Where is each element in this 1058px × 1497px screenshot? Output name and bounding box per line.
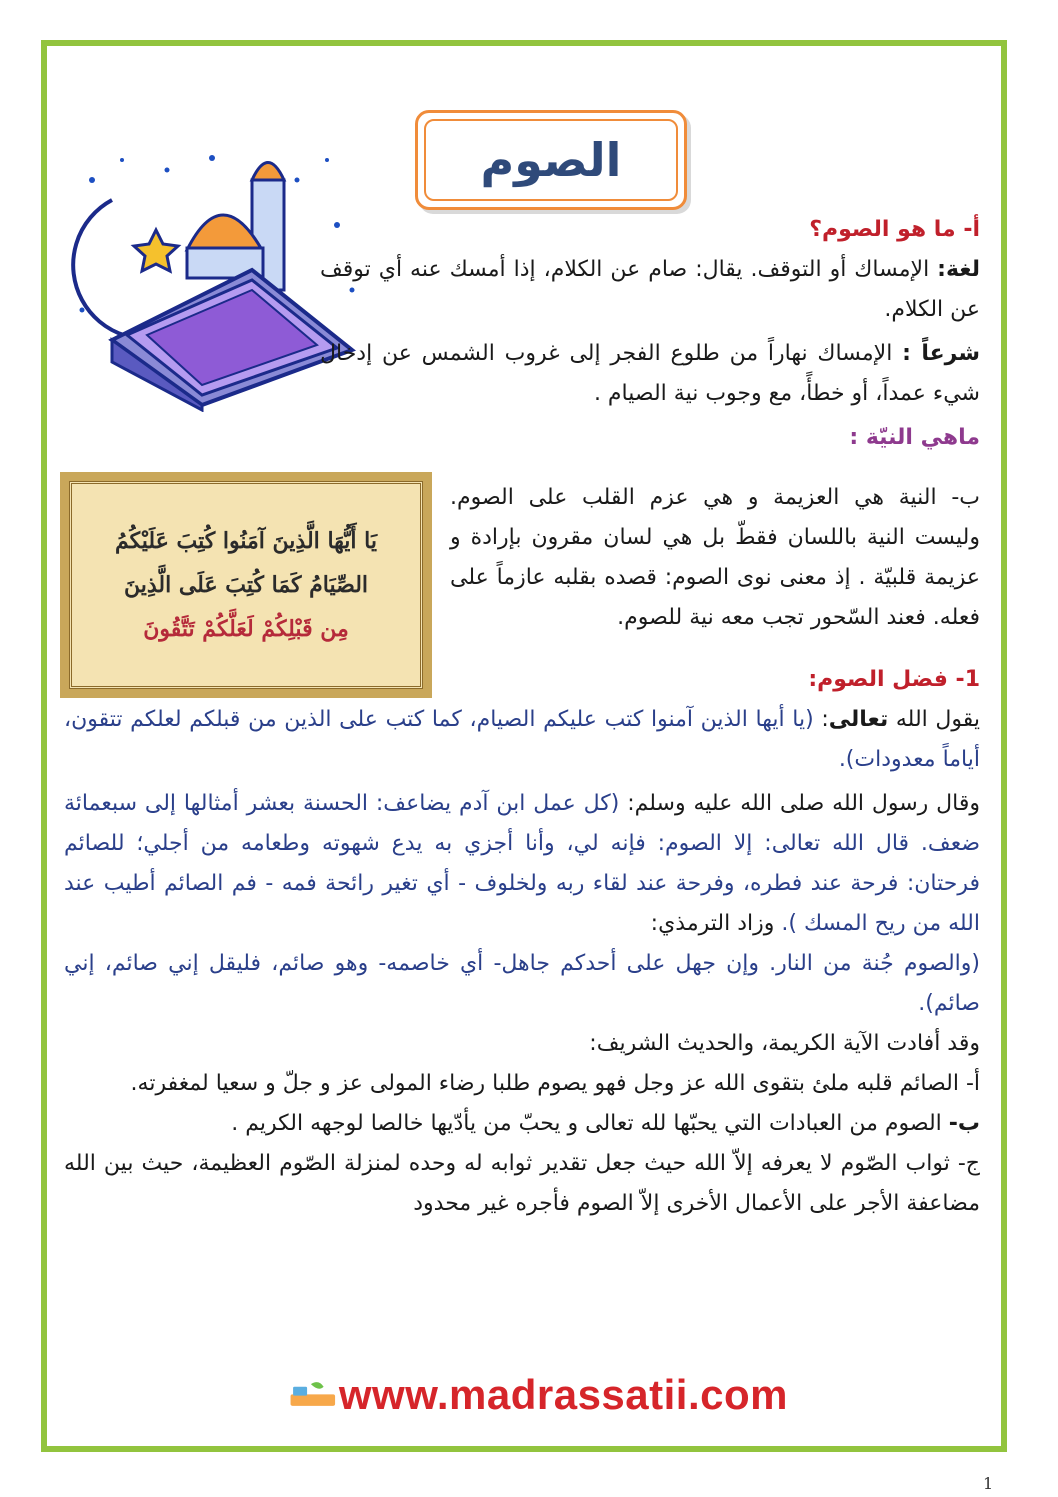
label-lugha: لغة: <box>937 257 980 282</box>
book-icon <box>112 270 352 410</box>
website-logo[interactable] <box>288 1372 788 1418</box>
verse-line-2: الصِّيَامُ كَمَا كُتِبَ عَلَى الَّذِينَ <box>123 572 369 598</box>
star-icon <box>134 230 178 271</box>
website-url[interactable]: www.madrassatii.com <box>338 1371 788 1418</box>
p5: أ- الصائم قلبه ملئ بتقوى الله عز وجل فهو يصوم طلبا رضاء المولى عز و جلّ و سعيا لمغفرته. <box>130 1071 980 1096</box>
text-sharan: الإمساك نهاراً من طلوع الفجر إلى غروب الشمس عن إدخال شيء عمداً، أو خطأً، مع وجوب نية الصيام . <box>320 341 980 406</box>
heading-virtue: 1- فضل الصوم: <box>808 667 980 692</box>
verse-line-3: مِن قَبْلِكُمْ لَعَلَّكُمْ تَتَّقُونَ <box>143 616 349 642</box>
p2-suffix: وزاد الترمذي: <box>650 911 782 936</box>
p6-label: ب- <box>948 1111 980 1136</box>
p6-text: الصوم من العبادات التي يحبّها لله تعالى و يحبّ من يأدّيها خالصا لوجهه الكريم . <box>231 1111 949 1136</box>
section-niyya <box>450 478 980 638</box>
p1-bold: تعالى <box>828 707 889 732</box>
p2-prefix: وقال رسول الله صلى الله عليه وسلم: <box>619 791 981 816</box>
title-frame <box>415 110 687 210</box>
label-sharan: شرعاً : <box>902 341 980 366</box>
books-logo-icon <box>288 1372 339 1418</box>
text-niyya: ب- النية هي العزيمة و هي عزم القلب على الصوم. وليست النية باللسان فقطّ بل هي لسان مقرون بإرادة و عزيمة قلبيّة . إذ معنى نوى الصوم: قصده بقلبه عازماً على فعله. فعند السّحور تجب معه نية للصوم. <box>450 485 980 630</box>
p4: وقد أفادت الآية الكريمة، والحديث الشريف: <box>589 1031 980 1056</box>
page-number: 1 <box>983 1474 994 1493</box>
p1-colon: : <box>813 707 829 732</box>
p7: ج- ثواب الصّوم لا يعرفه إلاّ الله حيث جعل تقدير ثوابه له وحده لمنزلة الصّوم العظيمة، حيث بين الله مضاعفة الأجر على الأعمال الأخرى إلاّ الصوم فأجره غير محدود <box>64 1151 980 1216</box>
p1-quote: (يا أيها الذين آمنوا كتب عليكم الصيام، كما كتب على الذين من قبلكم لعلكم تتقون، أياماً معدودات). <box>64 707 980 772</box>
text-lugha: الإمساك أو التوقف. يقال: صام عن الكلام، إذا أمسك عنه أي توقف عن الكلام. <box>320 257 980 322</box>
heading-what-is-fasting: أ- ما هو الصوم؟ <box>809 217 980 242</box>
section-virtue <box>64 660 980 1224</box>
verse-line-1: يَا أَيُّهَا الَّذِينَ آمَنُوا كُتِبَ عَلَيْكُمُ <box>115 528 378 554</box>
p3-quote: (والصوم جُنة من النار. وإن جهل على أحدكم جاهل- أي خاصمه- وهو صائم، فليقل إني صائم، إني صائم). <box>64 951 980 1016</box>
p2-quote: (كل عمل ابن آدم يضاعف: الحسنة بعشر أمثالها إلى سبعمائة ضعف. قال الله تعالى: إلا الصوم: فإنه لي، وأنا أجزي به يدع شهوته وطعامه من أجلي؛ للصائم فرحتان: فرحة عند فطره، وفرحة عند لقاء ربه ولخلوف - أي تغير رائحة فمه - فم الصائم أطيب عند الله من ريح المسك ). <box>64 791 980 936</box>
p1-prefix: يقول الله <box>888 707 981 732</box>
mosque-illustration <box>52 140 364 412</box>
heading-niyya: ماهي النيّة : <box>849 425 980 450</box>
section-definition <box>320 210 980 458</box>
page-title: الصوم <box>480 133 622 187</box>
